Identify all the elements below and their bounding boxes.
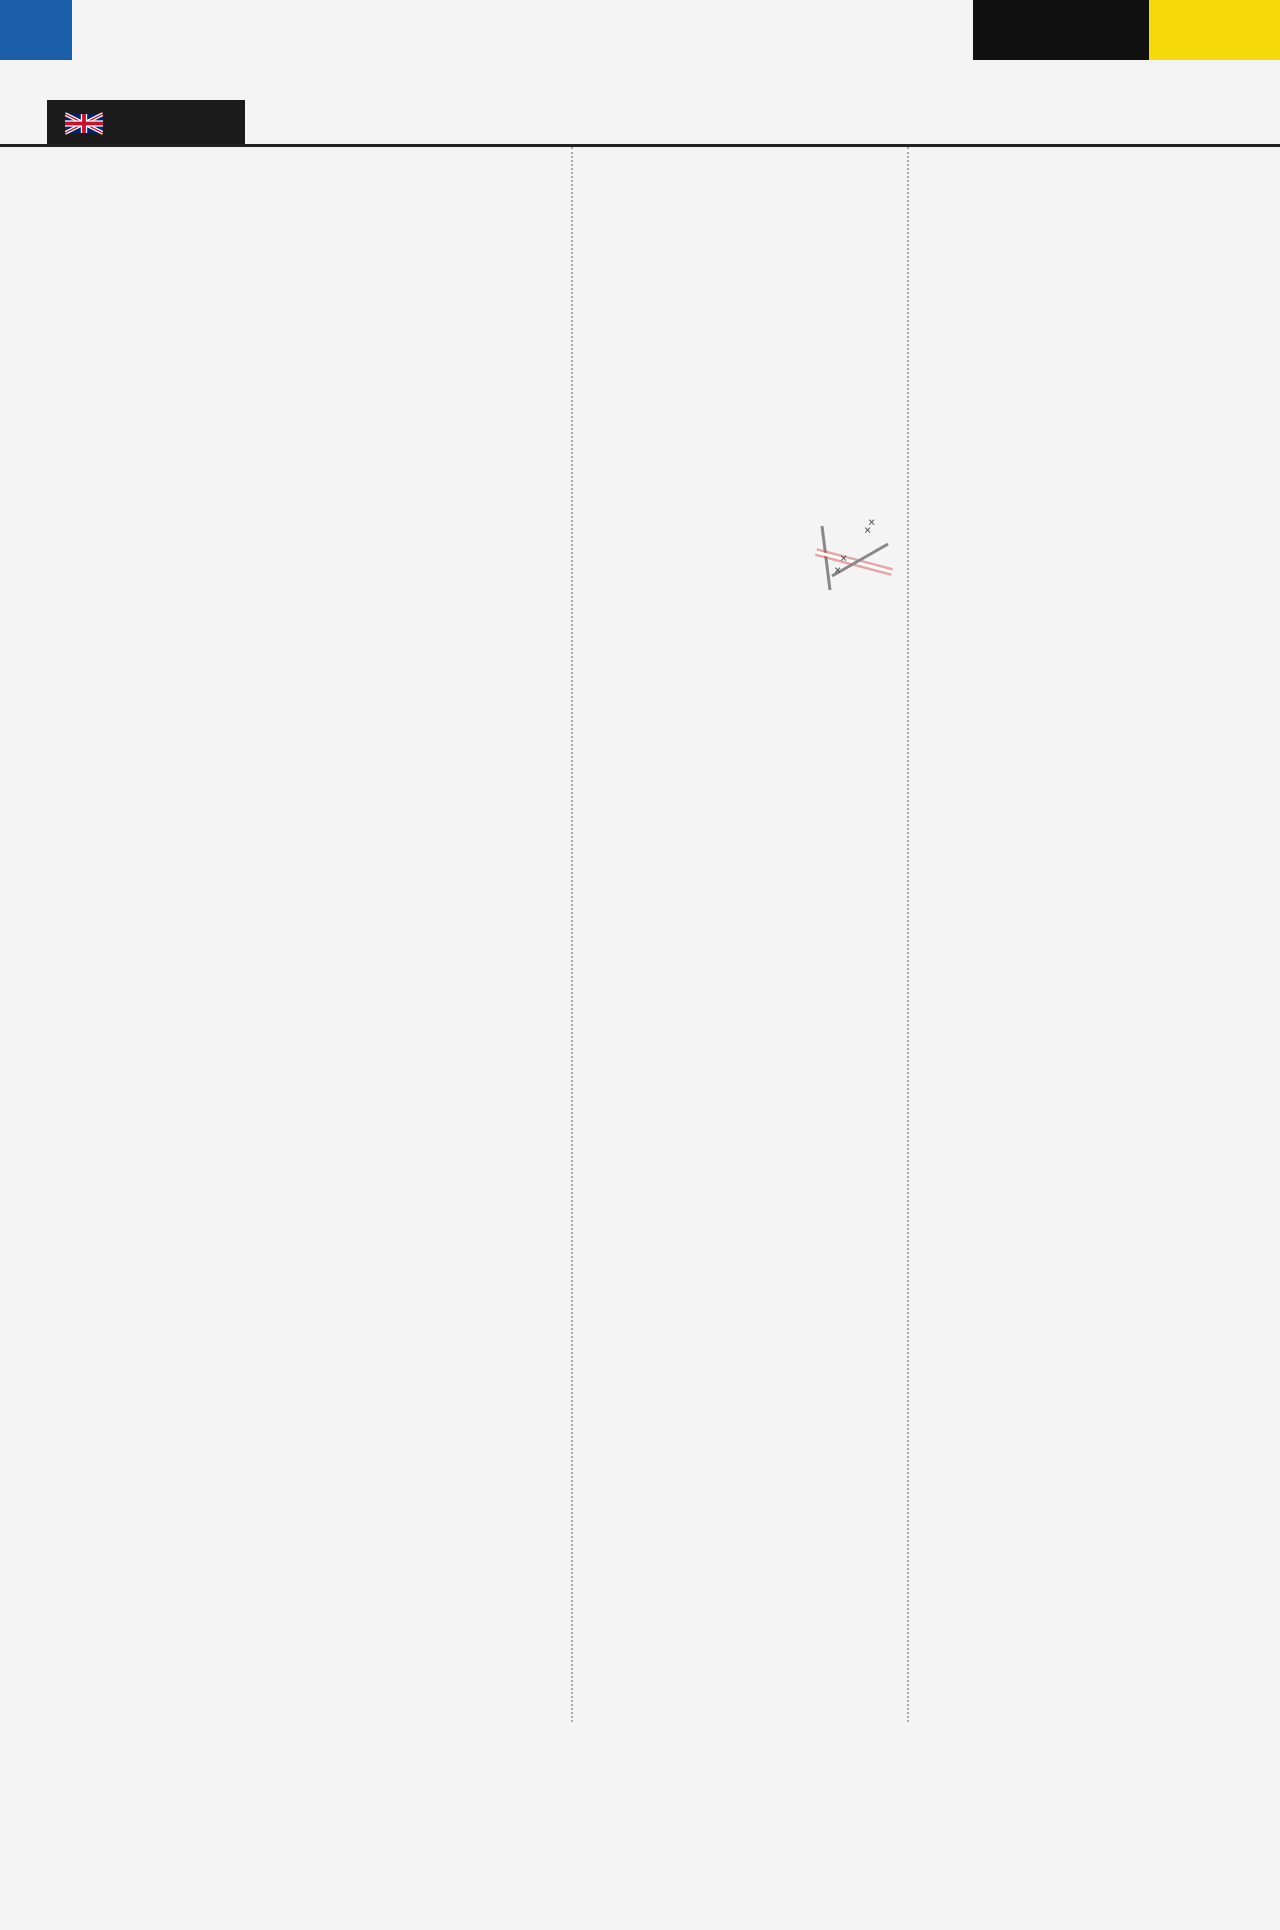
dimon-logo xyxy=(1149,0,1280,60)
ad-badge xyxy=(0,0,72,60)
svg-text:×: × xyxy=(840,551,848,565)
svg-text:×: × xyxy=(868,515,876,529)
farnborough-runway-diagram xyxy=(784,512,896,592)
freq-header xyxy=(610,94,722,140)
table-top-rule xyxy=(0,144,1280,147)
svg-text:×: × xyxy=(864,523,872,537)
column-divider xyxy=(907,147,909,1722)
column-divider xyxy=(571,147,573,1722)
page-title xyxy=(86,6,96,46)
country-label xyxy=(47,100,245,146)
svg-text:×: × xyxy=(834,563,842,577)
header xyxy=(0,0,1280,60)
uk-flag-icon xyxy=(65,112,103,135)
valid-years-box xyxy=(973,0,1149,60)
